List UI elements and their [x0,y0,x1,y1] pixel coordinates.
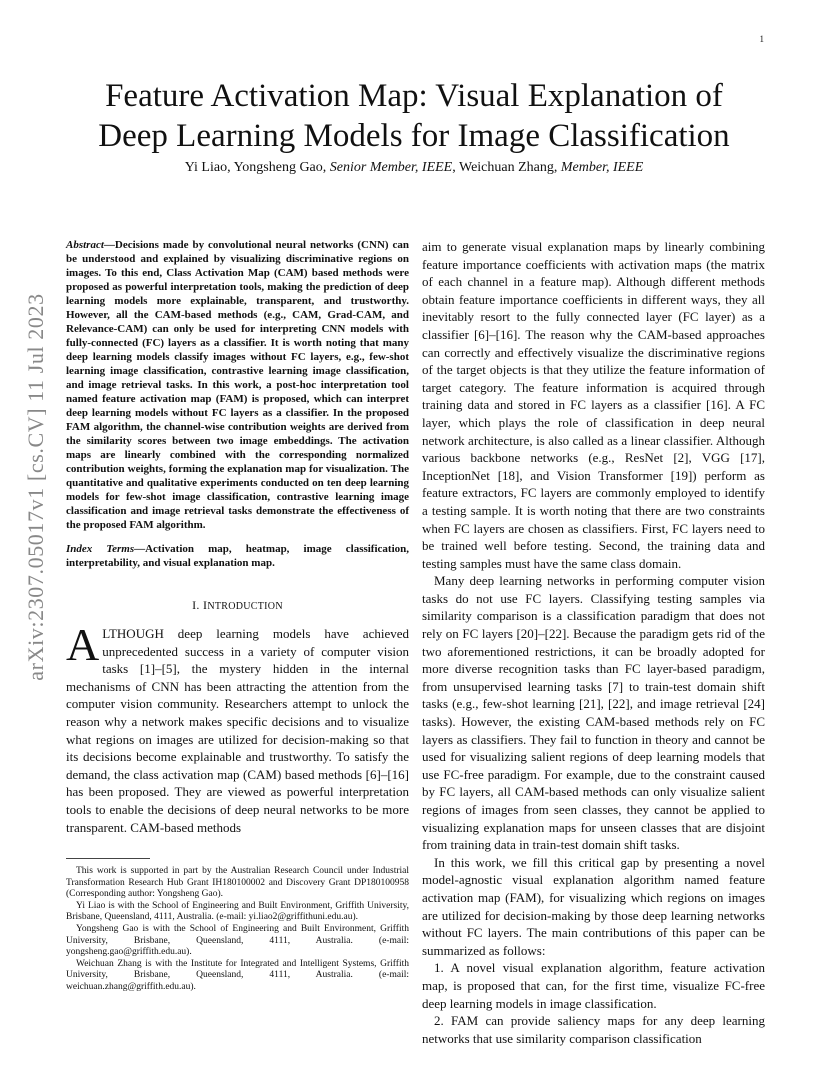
footnote-rule [66,858,150,859]
left-column [66,238,409,836]
section-heading [66,598,409,613]
body-paragraph: aim to generate visual explanation maps by linearly combining feature importance coefficients with activation maps (the matrix of each channel in a feature map). Although different methods obtain feature importance coefficients in different ways, they all inevitably resort to the fully connected layer (FC layer) as a classifier [6]–[16]. The reason why the CAM-based approaches can correctly and effectively visualize the discriminative regions of the target objects is that they utilize the feature information of target category. The feature information is acquired through training data and stored in FC layers as a classifier [16]. A FC layer, which plays the role of classification in deep neural network architecture, is also called as a linear classifier. Although various backbone networks (e.g., ResNet [2], VGG [17], InceptionNet [18], and Vision Transformer [19]) perform as feature extractors, FC layers are commonly employed to identify a testing sample. It is worth noting that there are two constraints when FC layers are chosen as classifiers. First, FC layers need to be trained well before testing. Second, the training data and testing samples must have the same class domain. [422,239,765,571]
drop-cap: A [66,619,100,670]
contribution-item: 2. FAM can provide saliency maps for any deep learning networks that use similarity comparison classification [422,1013,765,1046]
title-line-2: Deep Learning Models for Image Classification [98,118,730,154]
section-numeral: I. [192,598,204,612]
intro-body [66,619,409,836]
authors-role-2: Member, IEEE [560,160,644,175]
abstract-text: —Decisions made by convolutional neural networks (CNN) can be understood and explained by visualizing discriminative regions on images. To this end, Class Activation Map (CAM) based methods were proposed as powerful interpretation tools, making the prediction of deep learning models more explainable, transparent, and trustworthy. However, all the CAM-based methods (e.g., CAM, Grad-CAM, and Relevance-CAM) can only be used for interpreting CNN models with fully-connected (FC) layers as a classifier. It is worth noting that many deep learning models classify images without FC layers, e.g., few-shot learning image classification, contrastive learning image classification, and image retrieval tasks. In this work, a post-hoc interpretation tool named feature activation map (FAM) is proposed, which can interpret deep learning models without FC layers as a classifier. In the proposed FAM algorithm, the channel-wise contribution weights are derived from the similarity scores between two image embeddings. The activation maps are linearly combined with the corresponding normalized contribution weights, forming the explanation map for visualization. The quantitative and qualitative experiments conducted on ten deep learning models for few-shot image classification, contrastive learning image classification and image retrieval tasks demonstrate the effectiveness of the proposed FAM algorithm. [66,239,409,531]
body-paragraph: In this work, we fill this critical gap by presenting a novel model-agnostic visual explanation algorithm named feature activation map (FAM), for visualizing which regions on images are utilized for decision-making by those deep learning networks without FC layers. The main contributions of this paper can be summarized as follows: [422,854,765,958]
contribution-item: 1. A novel visual explanation algorithm, feature activation map, is proposed that can, for the first time, visualize FC-free deep learning models in image classification. [422,960,765,1011]
index-terms-text: —Activation map, heatmap, image classification, interpretability, and visual explanation map. [66,543,409,569]
author-list [0,160,828,176]
index-terms-label: Index Terms [66,543,135,555]
section-rest: NTRODUCTION [207,601,283,612]
arxiv-id: arXiv:2307.05017v1 [cs.CV] 11 Jul 2023 [23,293,48,681]
footnote-author-1: Yi Liao is with the School of Engineering and Built Environment, Griffith University, Brisbane, Queensland, 4111, Australia. (e-mail: yi.liao2@griffithuni.edu.au). [66,900,409,923]
index-terms [66,542,409,570]
abstract [66,238,409,532]
authors-part-1: Yi Liao, Yongsheng Gao, [184,160,330,175]
footnotes [66,866,409,994]
right-column [422,238,765,1047]
title-line-1: Feature Activation Map: Visual Explanation of [105,78,723,114]
paper-title [0,76,828,156]
page-number: 1 [759,34,764,44]
authors-part-2: , Weichuan Zhang, [452,160,561,175]
footnote-author-3: Weichuan Zhang is with the Institute for Integrated and Intelligent Systems, Griffith University, Brisbane, Queensland, 4111, Australia. (e-mail: weichuan.zhang@griffith.edu.au). [66,958,409,992]
footnote-funding: This work is supported in part by the Australian Research Council under Industrial Transformation Research Hub Grant IH180100002 and Discovery Grant DP180100958 (Corresponding author: Yongsheng Gao). [66,866,409,900]
authors-role-1: Senior Member, IEEE [329,160,453,175]
section-first-letter: I [203,598,208,612]
body-paragraph: Many deep learning networks in performing computer vision tasks do not use FC layers. Classifying testing samples via similarity comparison is a classification paradigm that does not rely on FC layers [20]–[22]. Because the paradigm gets rid of the two aforementioned restrictions, it can be broadly adopted for more diverse recognition tasks than FC layer-based paradigm, from unsupervised learning tasks [7] to train-test domain shift tasks (e.g., few-shot learning [21], [22], and image retrieval [24] tasks). However, the existing CAM-based methods rely on FC layers as classifiers. They fail to function in theory and cannot be used for visualizing salient regions of deep learning models that use FC-free paradigm. For example, due to the constraint caused by FC layers, all CAM-based methods can only visualize salient regions of images from seen classes, they cannot be applied to visualizing explanation maps for unseen classes that are disjoint from training data in train-test domain shift tasks. [422,573,765,853]
intro-text: LTHOUGH deep learning models have achieved unprecedented success in a variety of computer vision tasks [1]–[5], the mystery hidden in the internal mechanisms of CNN has been attracting the attention from the computer vision community. Researchers attempt to unlock the reason why a network makes specific decisions and to visualize what regions on images are utilized for decision-making so that its decisions become explainable and trustworthy. To satisfy the demand, the class activation map (CAM) based methods [6]–[16] has been proposed. They are viewed as powerful interpretation tools to enable the decisions of deep neural networks to be more transparent. CAM-based methods [66,626,409,835]
footnote-author-2: Yongsheng Gao is with the School of Engineering and Built Environment, Griffith University, Brisbane, Queensland, 4111, Australia. (e-mail: yongsheng.gao@griffith.edu.au). [66,923,409,958]
abstract-label: Abstract [66,239,104,251]
intro-paragraph [66,619,409,836]
